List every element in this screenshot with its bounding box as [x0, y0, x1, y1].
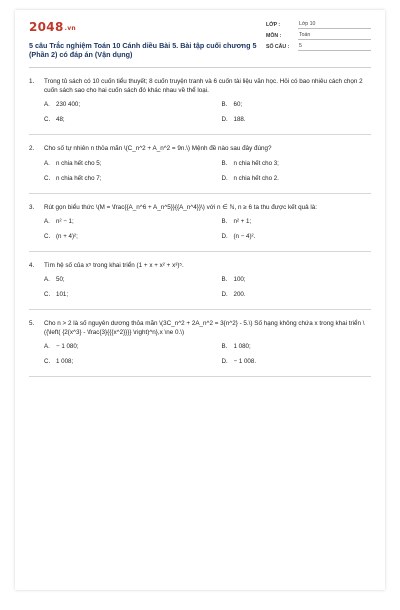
option-text: 48; [56, 116, 65, 124]
option-b[interactable] [222, 217, 372, 226]
option-text: n² − 1; [56, 217, 74, 225]
option-a[interactable] [44, 342, 208, 351]
question-number: 3. [29, 203, 35, 211]
question-text: Rút gọn biểu thức \(M = \frac{{A_n^6 + A_n^5}}{{A_n^4}}\) với n ∈ ℕ, n ≥ 6 ta thu được kết quả là: [44, 203, 318, 211]
option-letter: A. [44, 276, 50, 284]
meta-value: 5 [298, 43, 371, 51]
question-1 [29, 68, 371, 135]
option-letter: A. [44, 217, 50, 225]
option-letter: C. [44, 291, 51, 299]
option-text: 101; [56, 291, 69, 299]
brand-suffix: .vn [64, 25, 76, 32]
option-letter: D. [221, 358, 228, 366]
option-c[interactable] [44, 174, 208, 183]
option-text: − 1 008. [233, 358, 257, 366]
meta-subject [266, 29, 371, 40]
option-c[interactable] [44, 357, 208, 366]
option-text: 200. [233, 291, 246, 299]
option-d[interactable] [222, 115, 372, 124]
option-letter: B. [221, 159, 228, 167]
option-c[interactable] [44, 232, 208, 241]
option-letter: C. [44, 358, 51, 366]
question-4 [29, 252, 371, 310]
answer-options [44, 342, 371, 372]
option-b[interactable] [222, 100, 372, 109]
option-text: n² + 1; [233, 217, 252, 225]
answer-options [44, 217, 371, 247]
question-2 [29, 135, 371, 193]
option-letter: B. [221, 276, 228, 284]
option-text: (n + 4)²; [56, 232, 78, 240]
document-meta [266, 18, 371, 59]
option-text: 50; [56, 276, 65, 284]
option-text: 60; [233, 101, 243, 109]
answer-options [44, 100, 371, 130]
question-number: 4. [29, 261, 35, 269]
option-text: n chia hết cho 2. [233, 174, 279, 182]
meta-key: LỚP : [266, 22, 281, 28]
option-letter: B. [221, 101, 228, 109]
meta-count [266, 40, 371, 51]
option-letter: D. [221, 174, 228, 182]
answer-options [44, 159, 371, 189]
option-text: 100; [233, 276, 246, 284]
option-text: n chia hết cho 3; [233, 159, 279, 167]
question-5 [29, 310, 371, 377]
option-a[interactable] [44, 275, 208, 284]
question-3 [29, 194, 371, 252]
option-letter: D. [221, 291, 228, 299]
option-b[interactable] [222, 275, 372, 284]
question-number: 5. [29, 320, 35, 328]
option-text: (n − 4)². [233, 232, 256, 240]
answer-options [44, 275, 371, 305]
meta-value: Lớp 10 [298, 21, 371, 29]
meta-grade [266, 18, 371, 29]
option-text: 1 080; [233, 343, 251, 351]
option-text: 230 400; [56, 101, 81, 109]
option-c[interactable] [44, 115, 208, 124]
option-d[interactable] [222, 232, 372, 241]
option-letter: C. [44, 174, 51, 182]
option-text: 1 008; [56, 358, 74, 366]
option-letter: A. [44, 159, 50, 167]
question-text: Cho n > 2 là số nguyên dương thỏa mãn \(3C_n^2 + 2A_n^2 = 3{n^2} - 5.\) Số hạng không chứa x trong khai triển \({\left( {2{x^3} - \frac{3}{{{x^2}}}} \right)^n},x \ne 0.\) [44, 320, 365, 337]
option-letter: B. [221, 217, 228, 225]
option-letter: C. [44, 116, 51, 124]
meta-key: MÔN : [266, 33, 282, 39]
option-c[interactable] [44, 290, 208, 299]
option-text: n chia hết cho 5; [56, 159, 102, 167]
option-letter: A. [44, 343, 50, 351]
brand-name: 2048 [29, 20, 64, 34]
option-d[interactable] [222, 174, 372, 183]
option-letter: D. [221, 232, 228, 240]
header-left [29, 18, 259, 59]
question-number: 1. [29, 78, 35, 85]
option-b[interactable] [222, 342, 372, 351]
question-number: 2. [29, 145, 35, 153]
question-text: Tìm hệ số của x⁵ trong khai triển (1 + x + x² + x³)⁵. [44, 261, 184, 269]
meta-key: SỐ CÂU : [266, 44, 290, 50]
document-page [15, 10, 385, 590]
option-letter: C. [44, 232, 51, 240]
document-header [29, 18, 371, 59]
option-letter: B. [221, 343, 228, 351]
option-text: n chia hết cho 7; [56, 174, 102, 182]
option-letter: D. [221, 116, 228, 124]
option-a[interactable] [44, 159, 208, 168]
brand-logo[interactable] [29, 20, 259, 34]
question-text: Trong tủ sách có 10 cuốn tiểu thuyết; 8 cuốn truyện tranh và 6 cuốn tài liệu văn học. Hỏi có bao nhiêu cách chọn 2 cuốn sách sao cho hai cuốn sách đó khác nhau về thể loại. [44, 78, 363, 95]
option-a[interactable] [44, 217, 208, 226]
option-b[interactable] [222, 159, 372, 168]
option-d[interactable] [222, 357, 372, 366]
option-d[interactable] [222, 290, 372, 299]
option-text: − 1 080; [56, 343, 79, 351]
option-letter: A. [44, 101, 50, 109]
question-text: Cho số tự nhiên n thỏa mãn \(C_n^2 + A_n^2 = 9n.\) Mệnh đề nào sau đây đúng? [44, 145, 272, 153]
option-a[interactable] [44, 100, 208, 109]
document-title: 5 câu Trắc nghiệm Toán 10 Cánh diều Bài 5. Bài tập cuối chương 5 (Phần 2) có đáp án (Vận dụng) [29, 41, 257, 59]
meta-value: Toán [298, 32, 371, 40]
option-text: 188. [233, 116, 246, 124]
